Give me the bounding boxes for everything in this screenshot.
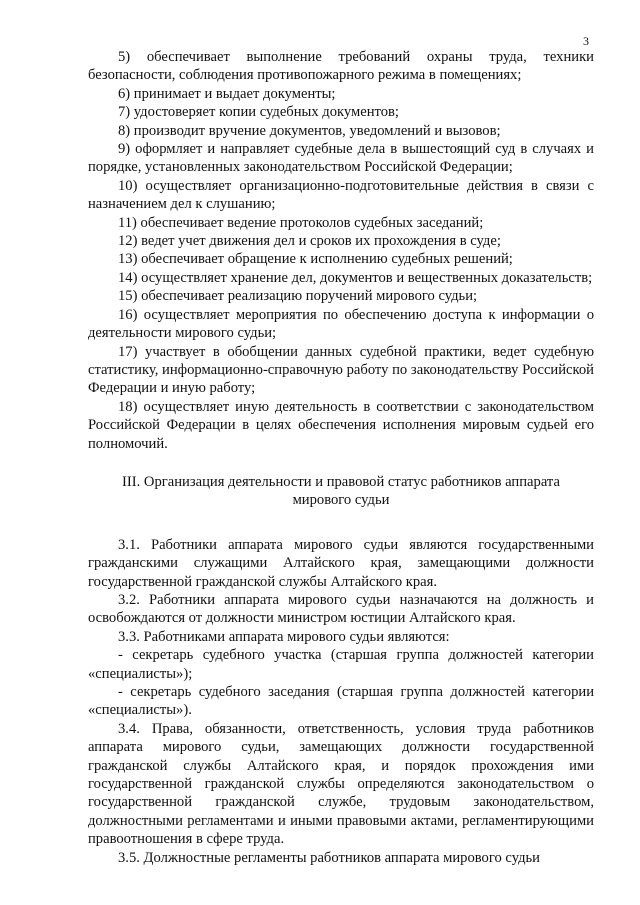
- list-item: 17) участвует в обобщении данных судебной практики, ведет судебную статистику, информационно-справочную работу по законодательству Российской Федерации и иную работу;: [88, 343, 594, 397]
- heading-spacer: [88, 510, 594, 536]
- list-item: 13) обеспечивает обращение к исполнению судебных решений;: [118, 251, 513, 268]
- document-body: [88, 48, 594, 867]
- section-heading-line-1: III. Организация деятельности и правовой статус работников аппарата: [122, 473, 560, 490]
- list-item: 16) осуществляет мероприятия по обеспечению доступа к информации о деятельности мирового судьи;: [88, 306, 594, 342]
- list-item: 7) удостоверяет копии судебных документов;: [118, 104, 399, 121]
- list-item: 15) обеспечивает реализацию поручений мирового судьи;: [118, 288, 478, 305]
- section-heading-line-2: мирового судьи: [292, 492, 390, 509]
- list-item: 11) обеспечивает ведение протоколов судебных заседаний;: [118, 214, 484, 231]
- list-item: 9) оформляет и направляет судебные дела в вышестоящий суд в случаях и порядке, установленных законодательством Российской Федерации;: [88, 141, 594, 176]
- list-item: 12) ведет учет движения дел и сроков их прохождения в суде;: [118, 233, 501, 250]
- list-item: 5) обеспечивает выполнение требований охраны труда, техники безопасности, соблюдения противопожарного режима в помещениях;: [88, 49, 594, 84]
- section-paragraph: 3.3. Работниками аппарата мирового судьи являются:: [118, 628, 450, 645]
- list-item: 10) осуществляет организационно-подготовительные действия в связи с назначением дел к слушанию;: [88, 177, 594, 213]
- list-item: 6) принимает и выдает документы;: [118, 85, 336, 102]
- list-item: 18) осуществляет иную деятельность в соответствии с законодательством Российской Федерации в целях обеспечения исполнения мировым судьей его полномочий.: [88, 398, 594, 452]
- section-paragraph: 3.4. Права, обязанности, ответственность, условия труда работников аппарата мирового судьи, замещающих должности государственной гражданской службы Алтайского края, и порядок прохождения ими государственной гражданской службы определяются законодательством о государственной гражданской службе, трудовым законодательством, должностными регламентами и иными правовыми актами, регламентирующими правоотношения в сфере труда.: [88, 720, 594, 848]
- section-paragraph: 3.1. Работники аппарата мирового судьи являются государственными гражданскими служащими Алтайского края, замещающими должности государственной гражданской службы Алтайского края.: [88, 536, 594, 590]
- section-paragraph: 3.5. Должностные регламенты работников аппарата мирового судьи: [118, 849, 540, 866]
- section-paragraph: - секретарь судебного заседания (старшая группа должностей категории «специалисты»).: [88, 684, 594, 719]
- list-item: 14) осуществляет хранение дел, документов и вещественных доказательств;: [118, 269, 593, 286]
- section-paragraph: 3.2. Работники аппарата мирового судьи назначаются на должность и освобождаются от должности министром юстиции Алтайского края.: [88, 591, 594, 627]
- section-paragraph: - секретарь судебного участка (старшая группа должностей категории «специалисты»);: [88, 647, 594, 682]
- page-number: 3: [583, 34, 589, 48]
- section-heading: [88, 473, 594, 510]
- list-item: 8) производит вручение документов, уведомлений и вызовов;: [118, 122, 501, 139]
